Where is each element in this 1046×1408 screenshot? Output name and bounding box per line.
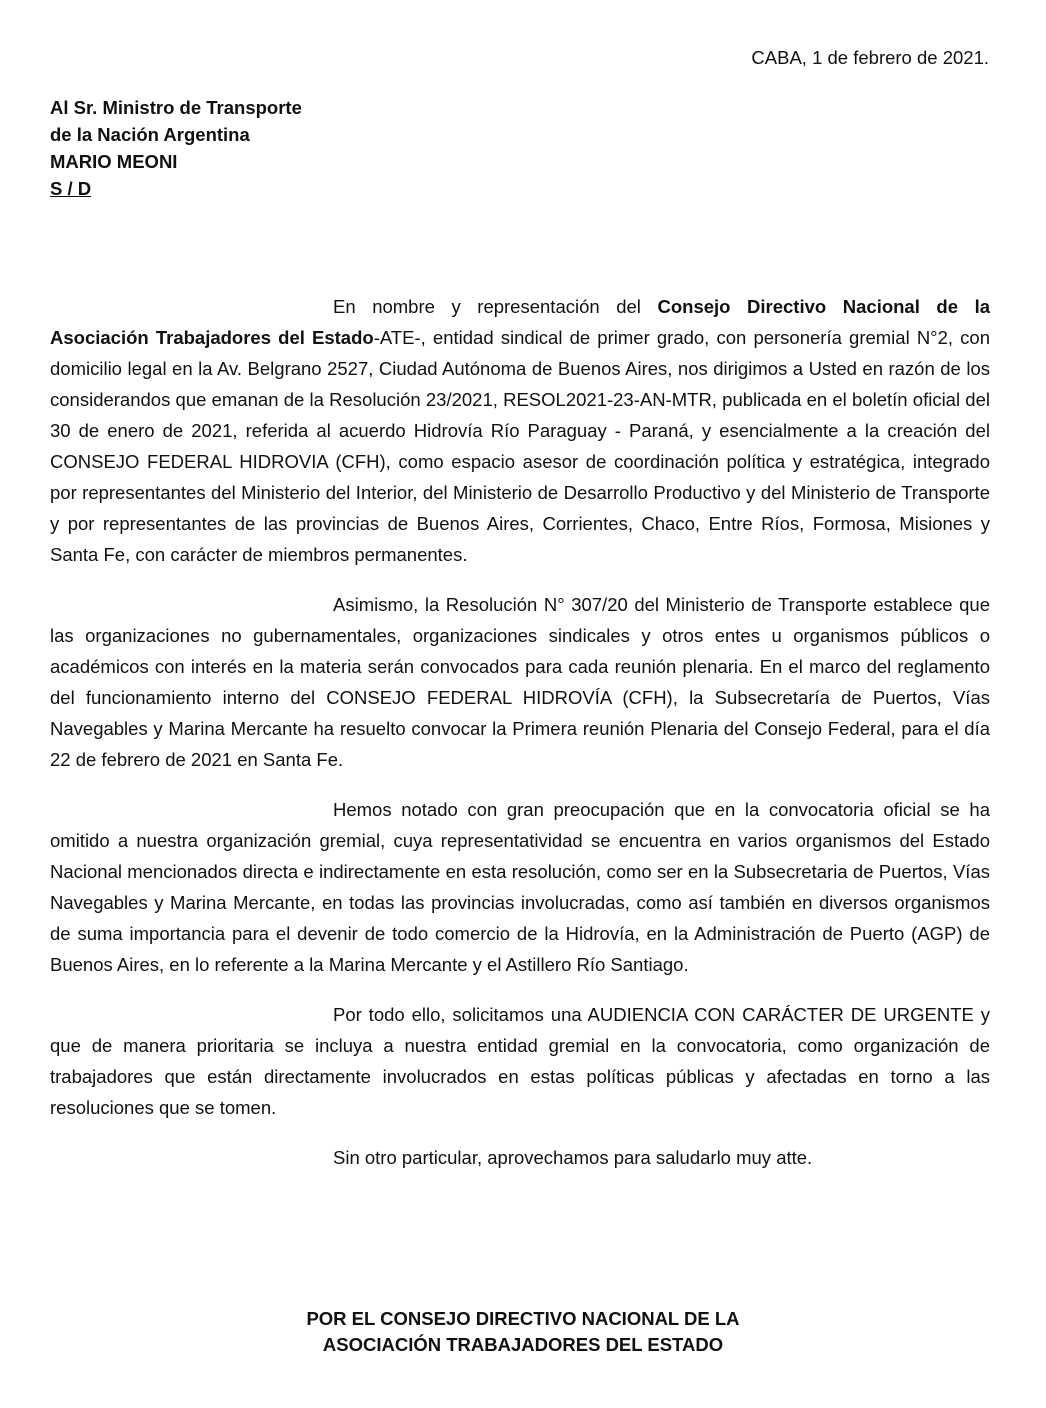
paragraph-1-text-b: -ATE-, entidad sindical de primer grado, con personería gremial N°2, con domicilio legal en la Av. Belgrano 2527, Ciudad Autónoma de Buenos Aires, nos dirigimos a Usted en razón de los considerandos que emanan de la Resolución 23/2021, RESOL2021-23-AN-MTR, publicada en el boletín oficial del 30 de enero de 2021, referida al acuerdo Hidrovía Río Paraguay - Paraná, y esencialmente a la creación del CONSEJO FEDERAL HIDROVIA (CFH), como espacio asesor de coordinación política y estratégica, integrado por representantes del Ministerio del Interior, del Ministerio de Desarrollo Productivo y del Ministerio de Transporte y por representantes de las provincias de Buenos Aires, Corrientes, Chaco, Entre Ríos, Formosa, Misiones y Santa Fe, con carácter de miembros permanentes. bbox=[50, 327, 990, 565]
signature-block bbox=[0, 1306, 1046, 1358]
closing-line: Sin otro particular, aprovechamos para saludarlo muy atte. bbox=[333, 1147, 813, 1168]
paragraph-4 bbox=[50, 999, 990, 1123]
letter-body bbox=[50, 291, 990, 1173]
paragraph-4-text: Por todo ello, solicitamos una AUDIENCIA CON CARÁCTER DE URGENTE y que de manera prioritaria se incluya a nuestra entidad gremial en la convocatoria, como organización de trabajadores que están directamente involucrados en estas políticas públicas y afectadas en torno a las resoluciones que se tomen. bbox=[50, 1004, 990, 1118]
paragraph-2-text: Asimismo, la Resolución N° 307/20 del Ministerio de Transporte establece que las organizaciones no gubernamentales, organizaciones sindicales y otros entes u organismos públicos o académicos con interés en la materia serán convocados para cada reunión plenaria. En el marco del reglamento del funcionamiento interno del CONSEJO FEDERAL HIDROVÍA (CFH), la Subsecretaría de Puertos, Vías Navegables y Marina Mercante ha resuelto convocar la Primera reunión Plenaria del Consejo Federal, para el día 22 de febrero de 2021 en Santa Fe. bbox=[50, 594, 990, 770]
addressee-sd: S / D bbox=[50, 178, 92, 199]
signature-line-1: POR EL CONSEJO DIRECTIVO NACIONAL DE LA bbox=[306, 1308, 740, 1329]
paragraph-1-text-a: En nombre y representación del bbox=[333, 296, 658, 317]
addressee-title: Al Sr. Ministro de Transporte bbox=[50, 97, 302, 118]
signature-line-2: ASOCIACIÓN TRABAJADORES DEL ESTADO bbox=[322, 1334, 724, 1355]
paragraph-3-text: Hemos notado con gran preocupación que en la convocatoria oficial se ha omitido a nuestra organización gremial, cuya representatividad se encuentra en varios organismos del Estado Nacional mencionados directa e indirectamente en esta resolución, como ser en la Subsecretaria de Puertos, Vías Navegables y Marina Mercante, en todas las provincias involucradas, como así también en diversos organismos de suma importancia para el devenir de todo comercio de la Hidrovía, en la Administración de Puerto (AGP) de Buenos Aires, en lo referente a la Marina Mercante y el Astillero Río Santiago. bbox=[50, 799, 990, 975]
addressee-institution: de la Nación Argentina bbox=[50, 124, 250, 145]
addressee-name: MARIO MEONI bbox=[50, 151, 178, 172]
paragraph-2 bbox=[50, 589, 990, 775]
paragraph-1-bold: Consejo Directivo Nacional de la Asociación Trabajadores del Estado bbox=[50, 296, 990, 348]
paragraph-1 bbox=[50, 291, 990, 570]
addressee-block bbox=[50, 94, 302, 202]
paragraph-3 bbox=[50, 794, 990, 980]
date-line: CABA, 1 de febrero de 2021. bbox=[751, 47, 989, 68]
